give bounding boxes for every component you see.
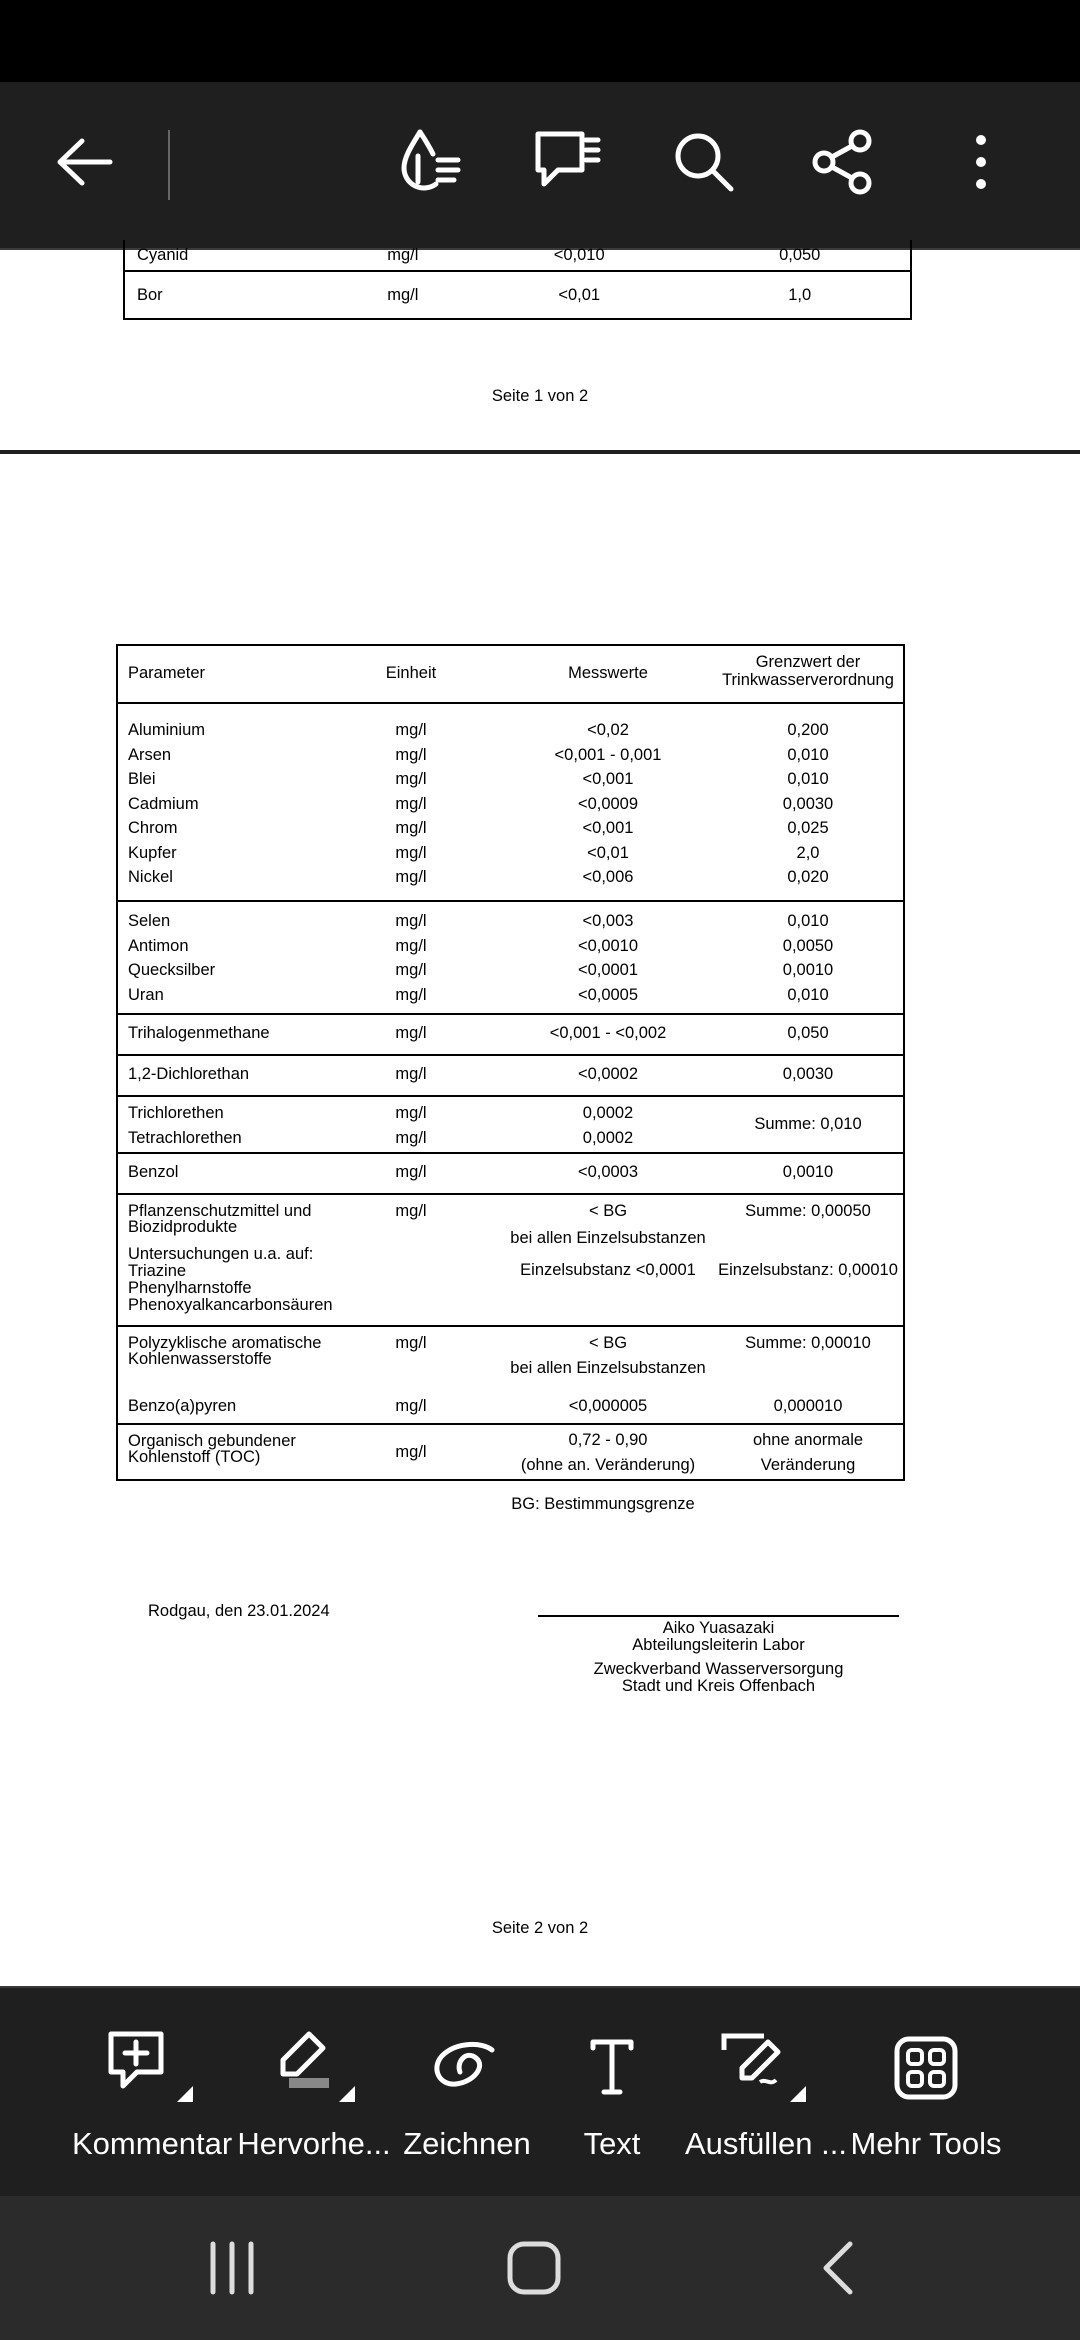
bottom-toolbar xyxy=(0,1986,1080,2198)
more-vertical-icon xyxy=(971,134,991,190)
param-cell: Bor xyxy=(124,271,337,319)
limit-cell: 0,200 xyxy=(787,721,829,739)
limit-cell: 0,0030 xyxy=(782,1065,834,1083)
unit-cell: mg/l xyxy=(395,1397,427,1415)
recent-apps-button[interactable] xyxy=(182,2232,282,2304)
limit-cell: ohne anormale xyxy=(752,1431,864,1449)
limit-cell: 0,0030 xyxy=(782,794,834,813)
table-row-pesticides xyxy=(118,1193,903,1325)
highlighter-icon xyxy=(269,2028,359,2108)
signer-role: Abteilungsleiterin Labor xyxy=(632,1636,805,1654)
limit-cell: 0,050 xyxy=(787,1024,829,1042)
table-row-pah xyxy=(118,1325,903,1423)
back-button[interactable] xyxy=(34,112,134,212)
limit-cell: 0,000010 xyxy=(773,1397,843,1415)
value-cell: <0,000005 xyxy=(568,1397,648,1415)
param-cell: Phenylharnstoffe xyxy=(128,1279,252,1297)
comment-add-icon xyxy=(107,2028,197,2108)
highlight-tool[interactable] xyxy=(234,2018,394,2162)
param-cell: Kohlenstoff (TOC) xyxy=(128,1448,261,1466)
signer-org: Zweckverband Wasserversorgung xyxy=(593,1660,844,1678)
more-tools[interactable] xyxy=(846,2018,1006,2162)
param-cell: Trihalogenmethane xyxy=(128,1024,270,1042)
param-cell: Blei xyxy=(128,770,156,788)
param-cell: Quecksilber xyxy=(128,961,216,979)
table-row xyxy=(124,240,911,271)
value-cell: 0,0002 xyxy=(582,1129,634,1147)
value-cell: <0,006 xyxy=(582,868,634,886)
recent-apps-icon xyxy=(207,2240,257,2296)
limit-cell: Summe: 0,010 xyxy=(754,1115,862,1133)
toolbar-divider xyxy=(168,130,170,200)
param-cell: Benzo(a)pyren xyxy=(128,1397,237,1415)
unit-cell: mg/l xyxy=(395,794,427,813)
arrow-left-icon xyxy=(54,137,114,187)
home-button[interactable] xyxy=(484,2232,584,2304)
limit-cell: 0,0050 xyxy=(782,936,834,955)
value-cell: <0,01 xyxy=(469,271,689,319)
value-cell: <0,0001 xyxy=(577,961,639,979)
table-header xyxy=(118,646,903,702)
limit-cell: 0,010 xyxy=(787,745,829,764)
header-parameter: Parameter xyxy=(128,664,206,682)
param-cell: Aluminium xyxy=(128,721,206,739)
value-cell: bei allen Einzelsubstanzen xyxy=(510,1229,706,1247)
more-tools-icon xyxy=(894,2036,958,2100)
param-cell: Cyanid xyxy=(137,245,189,264)
value-cell: bei allen Einzelsubstanzen xyxy=(510,1359,706,1377)
unit-cell: mg/l xyxy=(395,721,427,739)
table-row xyxy=(118,1054,903,1095)
value-cell: <0,01 xyxy=(587,843,629,862)
value-cell: <0,0002 xyxy=(577,1065,639,1083)
param-cell: Triazine xyxy=(128,1262,187,1280)
param-cell: Cadmium xyxy=(128,794,199,813)
draw-tool[interactable] xyxy=(387,2018,547,2162)
fill-sign-icon xyxy=(720,2028,810,2108)
unit-cell: mg/l xyxy=(395,936,427,955)
limit-cell: 0,025 xyxy=(787,819,829,837)
page1-table-fragment xyxy=(123,240,912,320)
chevron-left-icon xyxy=(818,2240,858,2296)
signer-name: Aiko Yuasazaki xyxy=(662,1619,775,1637)
value-cell: <0,0003 xyxy=(577,1163,639,1181)
tool-label: Zeichnen xyxy=(403,2126,531,2161)
unit-cell: mg/l xyxy=(395,1065,427,1083)
limit-cell: 0,010 xyxy=(787,770,829,788)
limit-cell: Veränderung xyxy=(760,1456,856,1474)
value-cell: (ohne an. Veränderung) xyxy=(520,1456,696,1474)
unit-cell: mg/l xyxy=(395,843,427,862)
param-cell: Organisch gebundener xyxy=(128,1432,296,1450)
value-cell: <0,001 xyxy=(582,770,634,788)
unit-cell: mg/l xyxy=(387,245,419,264)
home-icon xyxy=(506,2240,562,2296)
unit-cell: mg/l xyxy=(395,745,427,764)
bg-note: BG: Bestimmungsgrenze xyxy=(511,1495,695,1513)
limit-cell: 0,0010 xyxy=(782,961,834,979)
unit-cell: mg/l xyxy=(395,961,427,979)
comment-tool[interactable] xyxy=(72,2018,232,2162)
unit-cell: mg/l xyxy=(395,912,427,930)
unit-cell: mg/l xyxy=(395,1163,427,1181)
header-limit: Grenzwert der Trinkwasserverordnung xyxy=(722,653,894,689)
liquid-mode-button[interactable] xyxy=(382,112,482,212)
limit-cell: 0,050 xyxy=(779,245,821,264)
tool-label: Mehr Tools xyxy=(850,2126,1002,2161)
system-nav-bar xyxy=(0,2196,1080,2340)
tool-label: Hervorhe... xyxy=(237,2126,391,2161)
group-metals xyxy=(118,702,903,900)
text-icon xyxy=(587,2038,637,2098)
param-cell: Nickel xyxy=(128,868,173,886)
limit-cell: 0,010 xyxy=(787,912,829,930)
param-cell: Selen xyxy=(128,912,171,930)
limit-cell: 0,0010 xyxy=(782,1163,834,1181)
fill-sign-tool[interactable] xyxy=(685,2018,845,2162)
liquid-mode-icon xyxy=(396,126,468,198)
unit-cell: mg/l xyxy=(395,868,427,886)
param-cell: Tetrachlorethen xyxy=(128,1129,242,1147)
value-cell: <0,02 xyxy=(587,721,629,739)
value-cell: Einzelsubstanz <0,0001 xyxy=(520,1261,696,1279)
limit-cell: 2,0 xyxy=(796,843,820,862)
value-cell: 0,0002 xyxy=(582,1104,634,1122)
param-cell: Kohlenwasserstoffe xyxy=(128,1350,272,1368)
unit-cell: mg/l xyxy=(395,1202,427,1220)
share-button[interactable] xyxy=(793,112,893,212)
signature-line xyxy=(538,1615,899,1617)
limit-cell: 0,010 xyxy=(787,985,829,1004)
param-cell: Polyzyklische aromatische xyxy=(128,1334,322,1352)
header-unit: Einheit xyxy=(385,664,437,682)
top-toolbar xyxy=(0,82,1080,250)
table-row-toc xyxy=(118,1423,903,1479)
table-row xyxy=(118,1013,903,1054)
table-row xyxy=(118,1095,903,1152)
param-cell: Pflanzenschutzmittel und xyxy=(128,1202,312,1220)
param-cell: Uran xyxy=(128,985,164,1004)
limit-cell: 0,020 xyxy=(787,868,829,886)
param-cell: Untersuchungen u.a. auf: xyxy=(128,1245,314,1263)
search-button[interactable] xyxy=(654,112,754,212)
tool-label: Text xyxy=(583,2126,641,2161)
unit-cell: mg/l xyxy=(395,985,427,1004)
value-cell: <0,010 xyxy=(553,245,605,264)
results-table xyxy=(116,644,905,1481)
comments-list-icon xyxy=(532,126,604,198)
param-cell: Trichlorethen xyxy=(128,1104,224,1122)
unit-cell: mg/l xyxy=(395,1334,427,1352)
search-icon xyxy=(672,130,736,194)
value-cell: < BG xyxy=(588,1202,628,1220)
table-row xyxy=(118,1152,903,1193)
value-cell: <0,001 xyxy=(582,819,634,837)
param-cell: Phenoxyalkancarbonsäuren xyxy=(128,1296,333,1314)
param-cell: Biozidprodukte xyxy=(128,1218,238,1236)
value-cell: <0,003 xyxy=(582,912,634,930)
place-date: Rodgau, den 23.01.2024 xyxy=(148,1602,330,1620)
table-row xyxy=(124,271,911,319)
draw-icon xyxy=(432,2038,502,2098)
unit-cell: mg/l xyxy=(395,1104,427,1122)
text-tool[interactable] xyxy=(532,2018,692,2162)
nav-back-button[interactable] xyxy=(788,2232,888,2304)
unit-cell: mg/l xyxy=(395,819,427,837)
unit-cell: mg/l xyxy=(337,271,469,319)
param-cell: Antimon xyxy=(128,936,189,955)
comments-button[interactable] xyxy=(518,112,618,212)
unit-cell: mg/l xyxy=(395,1024,427,1042)
limit-cell: Summe: 0,00050 xyxy=(745,1202,871,1220)
share-icon xyxy=(810,129,876,195)
page-separator xyxy=(0,450,1080,454)
unit-cell: mg/l xyxy=(395,1129,427,1147)
value-cell: <0,0010 xyxy=(577,936,639,955)
limit-cell: Einzelsubstanz: 0,00010 xyxy=(718,1261,898,1279)
header-values: Messwerte xyxy=(568,664,648,682)
group-trace xyxy=(118,900,903,1013)
page2-footer: Seite 2 von 2 xyxy=(491,1919,589,1937)
param-cell: Arsen xyxy=(128,745,172,764)
value-cell: <0,0009 xyxy=(577,794,639,813)
unit-cell: mg/l xyxy=(395,770,427,788)
param-cell: Benzol xyxy=(128,1163,179,1181)
status-bar xyxy=(0,0,1080,82)
param-cell: 1,2-Dichlorethan xyxy=(128,1065,250,1083)
param-cell: Kupfer xyxy=(128,843,177,862)
page1-footer: Seite 1 von 2 xyxy=(491,387,589,405)
more-options-button[interactable] xyxy=(931,112,1031,212)
value-cell: <0,001 - 0,001 xyxy=(554,745,662,764)
tool-label: Kommentar xyxy=(72,2126,233,2161)
limit-cell: 1,0 xyxy=(689,271,911,319)
param-cell: Chrom xyxy=(128,819,178,837)
limit-cell: Summe: 0,00010 xyxy=(745,1334,871,1352)
value-cell: <0,0005 xyxy=(577,985,639,1004)
unit-cell: mg/l xyxy=(395,1443,427,1461)
tool-label: Ausfüllen ... xyxy=(685,2126,847,2161)
value-cell: 0,72 - 0,90 xyxy=(568,1431,648,1449)
value-cell: <0,001 - <0,002 xyxy=(549,1024,667,1042)
signer-org: Stadt und Kreis Offenbach xyxy=(621,1677,816,1695)
value-cell: < BG xyxy=(588,1334,628,1352)
